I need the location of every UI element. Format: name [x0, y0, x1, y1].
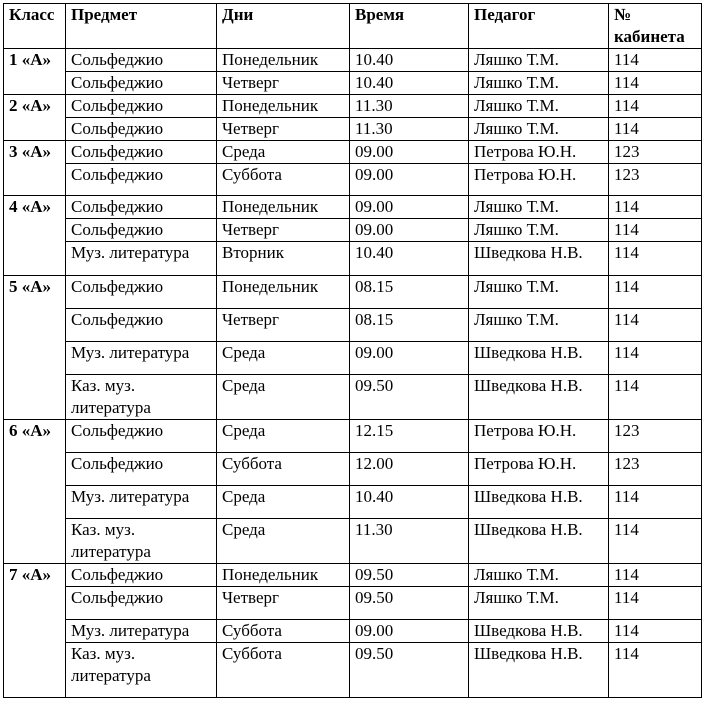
time-cell: 10.40	[350, 72, 469, 95]
subject-cell: Сольфеджио	[66, 49, 217, 72]
time-cell: 11.30	[350, 118, 469, 141]
room-cell: 114	[609, 620, 702, 643]
teacher-cell: Петрова Ю.Н.	[469, 420, 609, 453]
room-cell: 123	[609, 453, 702, 486]
header-time: Время	[350, 4, 469, 49]
time-cell: 09.00	[350, 219, 469, 242]
table-row	[4, 620, 702, 643]
subject-cell: Муз. литература	[66, 342, 217, 375]
subject-cell: Сольфеджио	[66, 196, 217, 219]
table-row	[4, 49, 702, 72]
subject-cell: Муз. литература	[66, 486, 217, 519]
day-cell: Четверг	[217, 309, 350, 342]
teacher-cell: Шведкова Н.В.	[469, 620, 609, 643]
room-cell: 114	[609, 118, 702, 141]
header-subject: Предмет	[66, 4, 217, 49]
day-cell: Четверг	[217, 118, 350, 141]
table-row	[4, 242, 702, 276]
time-cell: 11.30	[350, 95, 469, 118]
room-cell: 114	[609, 375, 702, 420]
table-body	[4, 49, 702, 698]
teacher-cell: Шведкова Н.В.	[469, 242, 609, 276]
time-cell: 12.15	[350, 420, 469, 453]
subject-cell: Сольфеджио	[66, 276, 217, 309]
subject-cell: Каз. муз. литература	[66, 519, 217, 564]
subject-cell: Сольфеджио	[66, 72, 217, 95]
time-cell: 09.50	[350, 587, 469, 620]
table-row	[4, 72, 702, 95]
teacher-cell: Шведкова Н.В.	[469, 643, 609, 698]
class-cell: 2 «А»	[4, 95, 66, 141]
subject-cell: Каз. муз. литература	[66, 375, 217, 420]
subject-cell: Сольфеджио	[66, 564, 217, 587]
time-cell: 09.50	[350, 643, 469, 698]
teacher-cell: Ляшко Т.М.	[469, 587, 609, 620]
teacher-cell: Ляшко Т.М.	[469, 72, 609, 95]
table-row	[4, 375, 702, 420]
teacher-cell: Ляшко Т.М.	[469, 564, 609, 587]
teacher-cell: Ляшко Т.М.	[469, 49, 609, 72]
time-cell: 10.40	[350, 486, 469, 519]
day-cell: Среда	[217, 486, 350, 519]
day-cell: Суббота	[217, 164, 350, 196]
day-cell: Суббота	[217, 643, 350, 698]
time-cell: 09.00	[350, 164, 469, 196]
teacher-cell: Шведкова Н.В.	[469, 486, 609, 519]
time-cell: 09.00	[350, 141, 469, 164]
day-cell: Понедельник	[217, 564, 350, 587]
schedule-table	[3, 3, 702, 698]
teacher-cell: Ляшко Т.М.	[469, 118, 609, 141]
header-room: № кабинета	[609, 4, 702, 49]
day-cell: Четверг	[217, 72, 350, 95]
day-cell: Понедельник	[217, 196, 350, 219]
class-cell: 7 «А»	[4, 564, 66, 698]
room-cell: 114	[609, 342, 702, 375]
time-cell: 09.00	[350, 196, 469, 219]
subject-cell: Сольфеджио	[66, 309, 217, 342]
teacher-cell: Петрова Ю.Н.	[469, 164, 609, 196]
table-row	[4, 196, 702, 219]
time-cell: 10.40	[350, 242, 469, 276]
subject-cell: Муз. литература	[66, 620, 217, 643]
table-row	[4, 95, 702, 118]
header-teacher: Педагог	[469, 4, 609, 49]
room-cell: 114	[609, 196, 702, 219]
header-class: Класс	[4, 4, 66, 49]
table-row	[4, 118, 702, 141]
class-cell: 4 «А»	[4, 196, 66, 276]
day-cell: Вторник	[217, 242, 350, 276]
table-row	[4, 453, 702, 486]
teacher-cell: Шведкова Н.В.	[469, 519, 609, 564]
table-row	[4, 141, 702, 164]
room-cell: 123	[609, 420, 702, 453]
room-cell: 114	[609, 587, 702, 620]
day-cell: Среда	[217, 141, 350, 164]
day-cell: Среда	[217, 519, 350, 564]
class-cell: 1 «А»	[4, 49, 66, 95]
room-cell: 123	[609, 141, 702, 164]
subject-cell: Сольфеджио	[66, 95, 217, 118]
class-cell: 3 «А»	[4, 141, 66, 196]
teacher-cell: Шведкова Н.В.	[469, 375, 609, 420]
teacher-cell: Ляшко Т.М.	[469, 219, 609, 242]
table-row	[4, 519, 702, 564]
table-row	[4, 164, 702, 196]
day-cell: Суббота	[217, 620, 350, 643]
time-cell: 08.15	[350, 276, 469, 309]
room-cell: 114	[609, 486, 702, 519]
teacher-cell: Петрова Ю.Н.	[469, 141, 609, 164]
subject-cell: Каз. муз. литература	[66, 643, 217, 698]
day-cell: Четверг	[217, 587, 350, 620]
table-row	[4, 587, 702, 620]
time-cell: 11.30	[350, 519, 469, 564]
time-cell: 12.00	[350, 453, 469, 486]
table-row	[4, 276, 702, 309]
subject-cell: Сольфеджио	[66, 453, 217, 486]
day-cell: Среда	[217, 420, 350, 453]
time-cell: 10.40	[350, 49, 469, 72]
header-days: Дни	[217, 4, 350, 49]
subject-cell: Сольфеджио	[66, 118, 217, 141]
day-cell: Понедельник	[217, 95, 350, 118]
time-cell: 09.00	[350, 620, 469, 643]
room-cell: 114	[609, 309, 702, 342]
header-row	[4, 4, 702, 49]
room-cell: 114	[609, 72, 702, 95]
room-cell: 114	[609, 242, 702, 276]
subject-cell: Муз. литература	[66, 242, 217, 276]
room-cell: 114	[609, 519, 702, 564]
day-cell: Суббота	[217, 453, 350, 486]
teacher-cell: Петрова Ю.Н.	[469, 453, 609, 486]
table-row	[4, 643, 702, 698]
room-cell: 114	[609, 564, 702, 587]
day-cell: Четверг	[217, 219, 350, 242]
room-cell: 114	[609, 219, 702, 242]
teacher-cell: Ляшко Т.М.	[469, 196, 609, 219]
table-row	[4, 342, 702, 375]
teacher-cell: Шведкова Н.В.	[469, 342, 609, 375]
subject-cell: Сольфеджио	[66, 420, 217, 453]
class-cell: 5 «А»	[4, 276, 66, 420]
room-cell: 123	[609, 164, 702, 196]
time-cell: 09.50	[350, 564, 469, 587]
day-cell: Среда	[217, 375, 350, 420]
subject-cell: Сольфеджио	[66, 141, 217, 164]
room-cell: 114	[609, 95, 702, 118]
room-cell: 114	[609, 643, 702, 698]
table-row	[4, 219, 702, 242]
table-row	[4, 420, 702, 453]
table-row	[4, 309, 702, 342]
class-cell: 6 «А»	[4, 420, 66, 564]
teacher-cell: Ляшко Т.М.	[469, 95, 609, 118]
day-cell: Понедельник	[217, 276, 350, 309]
room-cell: 114	[609, 276, 702, 309]
teacher-cell: Ляшко Т.М.	[469, 309, 609, 342]
time-cell: 09.00	[350, 342, 469, 375]
subject-cell: Сольфеджио	[66, 219, 217, 242]
subject-cell: Сольфеджио	[66, 587, 217, 620]
time-cell: 08.15	[350, 309, 469, 342]
table-row	[4, 564, 702, 587]
table-row	[4, 486, 702, 519]
subject-cell: Сольфеджио	[66, 164, 217, 196]
room-cell: 114	[609, 49, 702, 72]
day-cell: Понедельник	[217, 49, 350, 72]
teacher-cell: Ляшко Т.М.	[469, 276, 609, 309]
time-cell: 09.50	[350, 375, 469, 420]
day-cell: Среда	[217, 342, 350, 375]
